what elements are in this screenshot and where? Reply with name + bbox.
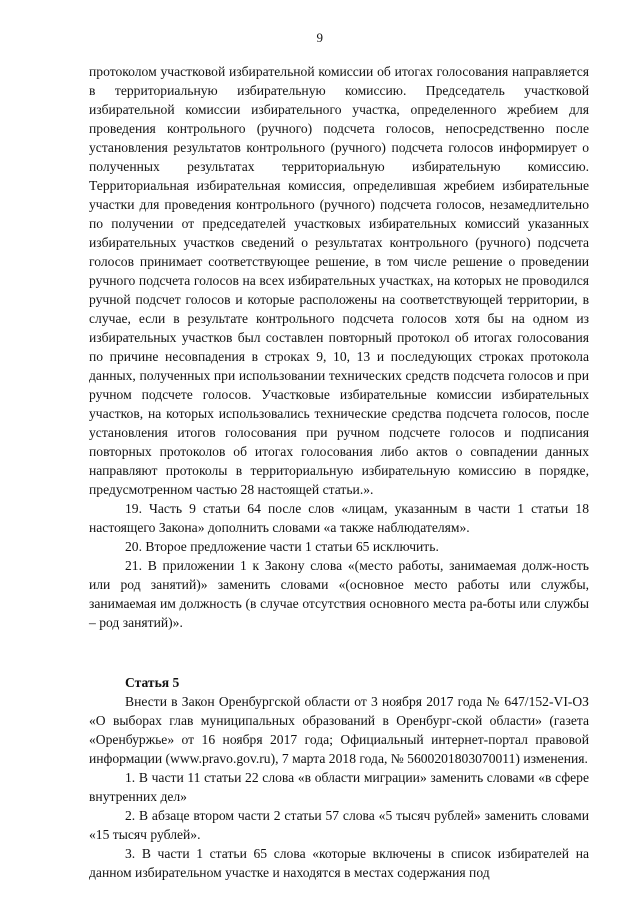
paragraph-item-19: 19. Часть 9 статьи 64 после слов «лицам, указанным в части 1 статьи 18 настоящего Закона» дополнить словами «а также наблюдателям».: [89, 501, 589, 535]
page-number: 9: [316, 30, 324, 45]
paragraph-item-20: 20. Второе предложение части 1 статьи 65 исключить.: [125, 539, 439, 554]
amendment-item-2: 2. В абзаце втором части 2 статьи 57 слова «5 тысяч рублей» заменить словами «15 тысяч рублей».: [89, 808, 589, 842]
paragraph-item-21: 21. В приложении 1 к Закону слова «(место работы, занимаемая долж-ность или род занятий)» заменить словами «(основное место работы или службы, занимаемая им должность (в случае отсутствия основного места ра-боты или службы – род занятий)».: [89, 558, 589, 630]
amendment-item-1: 1. В части 11 статьи 22 слова «в области миграции» заменить словами «в сфере внутренних дел»: [89, 770, 589, 804]
document-body: [89, 62, 589, 882]
paragraph-continuation: протоколом участковой избирательной комиссии об итогах голосования направляется в территориальную избирательную комиссию. Председатель участковой избирательной комиссии избирательного участка, определенного жребием для проведения контрольного (ручного) подсчета голосов, непосредственно после установления результатов контрольного (ручного) подсчета голосов информирует о полученных результатах территориальную избирательную комиссию. Территориальная избирательная комиссия, определившая жребием избирательные участки для проведения контрольного (ручного) подсчета голосов, незамедлительно по получении от председателей участковых избирательных комиссий указанных избирательных участков сведений о результатах контрольного (ручного) подсчета голосов принимает соответствующее решение, в том числе решение о проведении ручного подсчета голосов на всех избирательных участках, на которых не проводился ручной подсчет голосов и которые расположены на соответствующей территории, в случае, если в результате контрольного подсчета голосов хотя бы на одном из избирательных участков был составлен повторный протокол об итогах голосования по причине несовпадения в строках 9, 10, 13 и последующих строках протокола данных, полученных при использовании технических средств подсчета голосов и при ручном подсчете голосов. Участковые избирательные комиссии избирательных участков, на которых использовались технические средства подсчета голосов, после установления итогов голосования при ручном подсчете голосов и подписания повторных протоколов об итогах голосования либо актов о совпадении данных направляют протоколы в территориальную избирательную комиссию в порядке, предусмотренном частью 28 настоящей статьи.».: [89, 64, 589, 497]
amendment-item-3: 3. В части 1 статьи 65 слова «которые включены в список избирателей на данном избирательном участке и находятся в местах содержания под: [89, 846, 589, 880]
article-title: Статья 5: [125, 675, 180, 690]
article-intro-paragraph: Внести в Закон Оренбургской области от 3 ноября 2017 года № 647/152-VI-ОЗ «О выборах глав муниципальных образований в Оренбург-ской области» (газета «Оренбуржье» от 16 ноября 2017 года; Официальный интернет-портал правовой информации (www.pravo.gov.ru), 7 марта 2018 года, № 5600201803070011) изменения.: [89, 694, 589, 766]
